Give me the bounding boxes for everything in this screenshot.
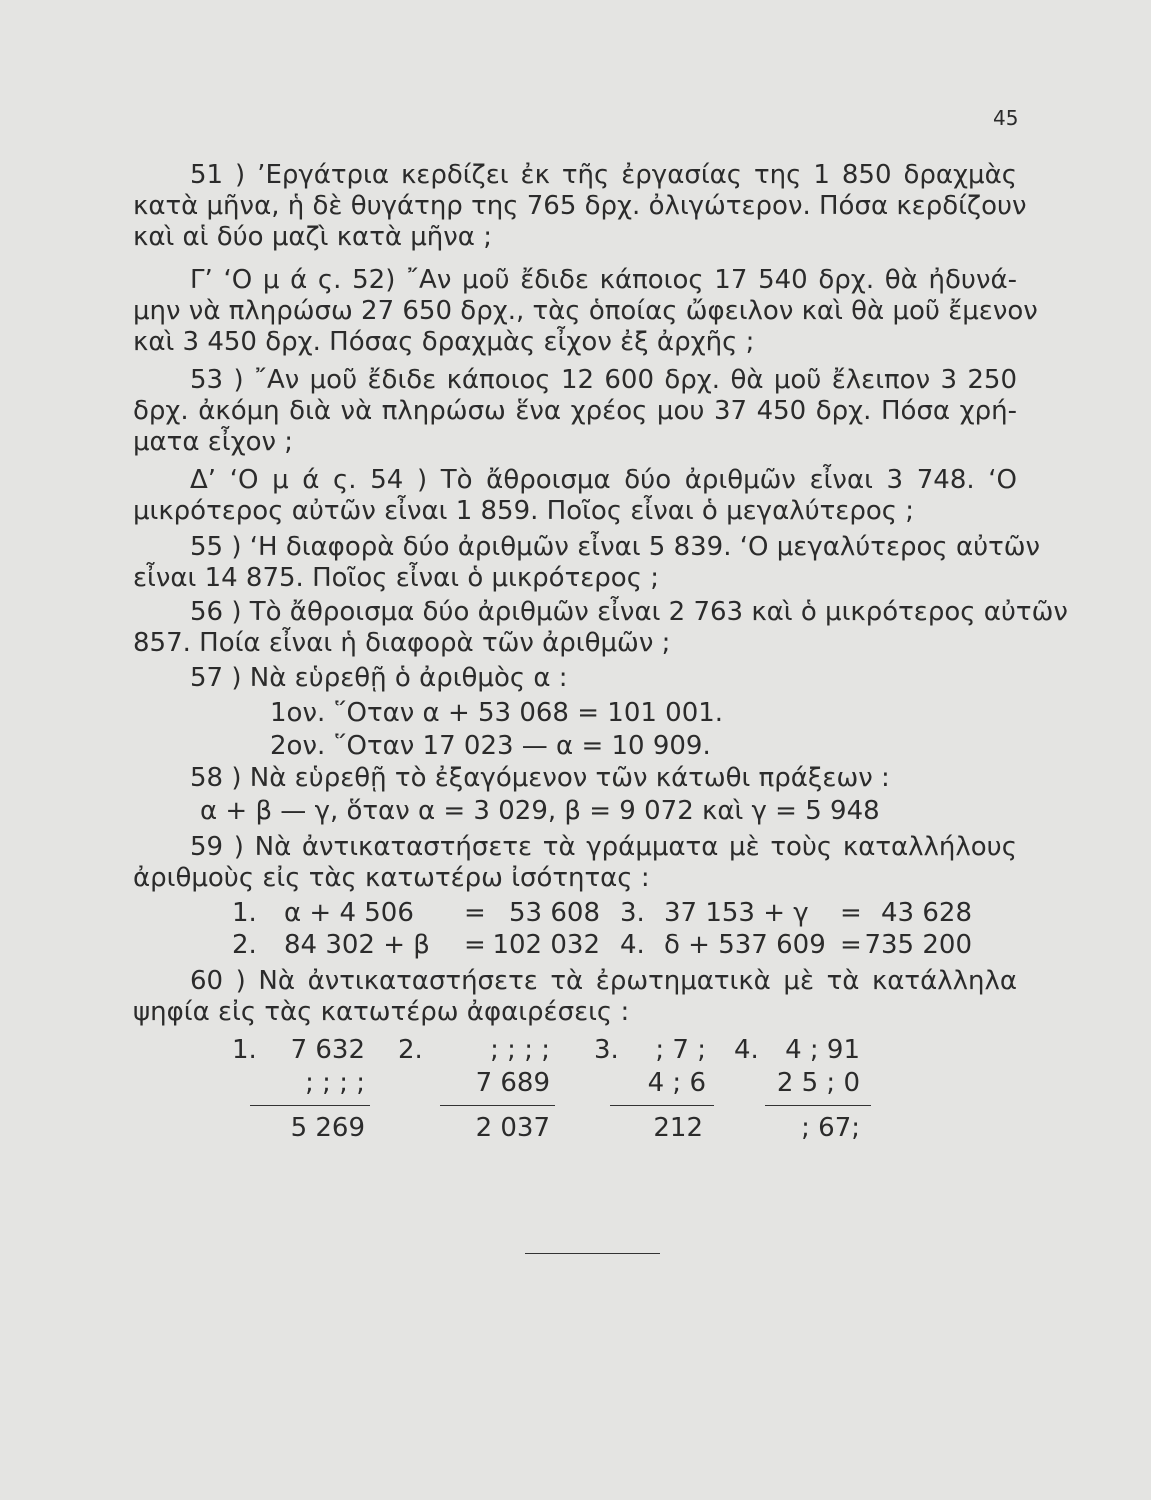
subtrahend: 2 5 ; 0 [776, 1068, 860, 1098]
problem-number: 3. [594, 1035, 619, 1065]
difference-rule [250, 1105, 370, 1106]
exercise-57-title: 57 ) Νὰ εὑρεθῇ ὁ ἀριθμὸς α : [190, 663, 568, 693]
exercise-58-expression: α + β — γ, ὅταν α = 3 029, β = 9 072 καὶ γ = 5 948 [200, 796, 880, 826]
subtrahend: ; ; ; ; [305, 1068, 365, 1098]
subtrahend: 7 689 [475, 1068, 550, 1098]
text-line: μικρότερος αὐτῶν εἶναι 1 859. Ποῖος εἶναι ὁ μεγαλύτερος ; [133, 496, 915, 526]
text-line: 53 ) ῎Αν μοῦ ἔδιδε κάποιος 12 600 δρχ. θὰ μοῦ ἔλειπον 3 250 [190, 365, 1017, 395]
text-line: ματα εἶχον ; [133, 427, 294, 457]
equation-number: 3. [620, 898, 645, 928]
exercise-56 [133, 597, 1068, 659]
difference-rule [765, 1105, 871, 1106]
problem-number: 2. [398, 1035, 423, 1065]
difference-rule [440, 1105, 555, 1106]
equals-sign: = [840, 930, 862, 960]
exercise-52 [133, 265, 1038, 358]
difference: 5 269 [290, 1113, 365, 1143]
exercise-55 [133, 532, 1041, 594]
text-line: καὶ 3 450 δρχ. Πόσας δραχμὰς εἶχον ἐξ ἀρχῆς ; [133, 327, 755, 357]
equals-sign: = [464, 898, 486, 928]
exercise-60 [133, 966, 1017, 1028]
section-end-rule [525, 1253, 660, 1254]
exercise-57-case-1: 1ον. ῞Οταν α + 53 068 = 101 001. [270, 698, 724, 728]
text-line: 857. Ποία εἶναι ἡ διαφορὰ τῶν ἀριθμῶν ; [133, 628, 671, 658]
text-line: κατὰ μῆνα, ἡ δὲ θυγάτηρ της 765 δρχ. ὀλιγώτερον. Πόσα κερδίζουν [133, 191, 1027, 221]
exercise-57-case-2: 2ον. ῞Οταν 17 023 — α = 10 909. [270, 731, 711, 761]
page-number: 45 [993, 106, 1019, 130]
equals-sign: = [464, 930, 486, 960]
text-line: 56 ) Τὸ ἄθροισμα δύο ἀριθμῶν εἶναι 2 763 καὶ ὁ μικρότερος αὐτῶν [190, 597, 1068, 627]
exercise-54 [133, 465, 1017, 527]
equals-sign: = [840, 898, 862, 928]
text-line: 59 ) Νὰ ἀντικαταστήσετε τὰ γράμματα μὲ τοὺς καταλλήλους [190, 832, 1017, 862]
equation-left-side: 37 153 + γ [664, 898, 809, 928]
equation-left-side: δ + 537 609 [664, 930, 826, 960]
exercise-51 [133, 160, 1027, 253]
equation-right-side: 735 200 [864, 930, 972, 960]
text-line: Γ’ ‘Ο μ ά ς. 52) ῎Αν μοῦ ἔδιδε κάποιος 17 540 δρχ. θὰ ἠδυνά- [190, 265, 1017, 295]
exercise-59 [133, 832, 1017, 894]
equation-right-side: 43 628 [881, 898, 972, 928]
text-line: 60 ) Νὰ ἀντικαταστήσετε τὰ ἐρωτηματικὰ μὲ τὰ κατάλληλα [190, 966, 1017, 996]
problem-number: 1. [232, 1035, 257, 1065]
equation-number: 1. [232, 898, 257, 928]
minuend: ; 7 ; [655, 1035, 706, 1065]
minuend: 7 632 [290, 1035, 365, 1065]
minuend: ; ; ; ; [490, 1035, 550, 1065]
text-line: ἀριθμοὺς εἰς τὰς κατωτέρω ἰσότητας : [133, 863, 650, 893]
text-line: Δ’ ‘Ο μ ά ς. 54 ) Τὸ ἄθροισμα δύο ἀριθμῶν εἶναι 3 748. ‘Ο [190, 465, 1017, 495]
equation-number: 2. [232, 930, 257, 960]
difference: 212 [653, 1113, 703, 1143]
difference: 2 037 [475, 1113, 550, 1143]
text-line: ψηφία εἰς τὰς κατωτέρω ἀφαιρέσεις : [133, 997, 630, 1027]
exercise-53 [133, 365, 1017, 458]
equation-right-side: 53 608 [509, 898, 600, 928]
equation-left-side: α + 4 506 [284, 898, 414, 928]
minuend: 4 ; 91 [785, 1035, 860, 1065]
equation-left-side: 84 302 + β [284, 930, 430, 960]
equation-right-side: 102 032 [492, 930, 600, 960]
problem-number: 4. [734, 1035, 759, 1065]
text-line: δρχ. ἀκόμη διὰ νὰ πληρώσω ἕνα χρέος μου 37 450 δρχ. Πόσα χρή- [133, 396, 1017, 426]
text-line: εἶναι 14 875. Ποῖος εἶναι ὁ μικρότερος ; [133, 563, 659, 593]
exercise-58-title: 58 ) Νὰ εὑρεθῇ τὸ ἐξαγόμενον τῶν κάτωθι πράξεων : [190, 763, 890, 793]
text-line: μην νὰ πληρώσω 27 650 δρχ., τὰς ὁποίας ὤφειλον καὶ θὰ μοῦ ἔμενον [133, 296, 1038, 326]
text-line: καὶ αἱ δύο μαζὶ κατὰ μῆνα ; [133, 222, 492, 252]
subtrahend: 4 ; 6 [647, 1068, 706, 1098]
difference-rule [610, 1105, 714, 1106]
equation-number: 4. [620, 930, 645, 960]
difference: ; 67; [801, 1113, 860, 1143]
text-line: 51 ) ’Εργάτρια κερδίζει ἐκ τῆς ἐργασίας της 1 850 δραχμὰς [190, 160, 1017, 190]
text-line: 55 ) ‘Η διαφορὰ δύο ἀριθμῶν εἶναι 5 839. ‘Ο μεγαλύτερος αὐτῶν [190, 532, 1041, 562]
